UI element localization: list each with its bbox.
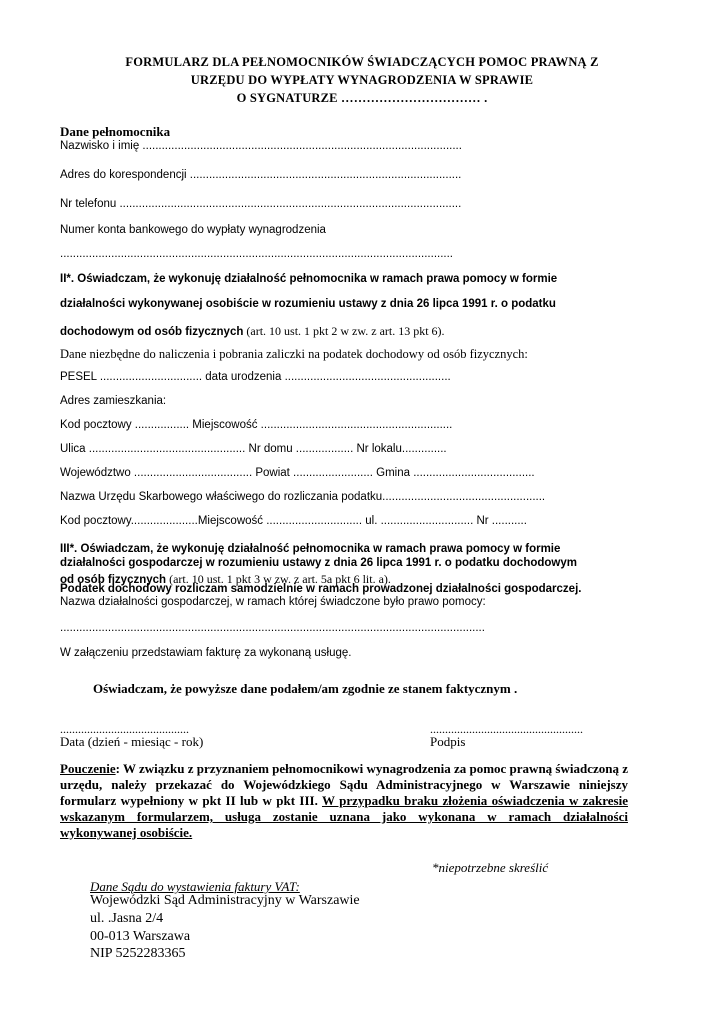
field-wojewodztwo[interactable]: Województwo ..................................... Powiat ......................... Gmina ...................................... xyxy=(60,467,535,479)
field-kod-pocztowy-2[interactable]: Kod pocztowy.....................Miejscowość .............................. ul. ............................. Nr ........... xyxy=(60,515,527,527)
section3-line-1: III*. Oświadczam, że wykonuję działalność pełnomocnika w ramach prawa pomocy w formie xyxy=(60,543,561,555)
section2-line-3-ref: (art. 10 ust. 1 pkt 2 w zw. z art. 13 pkt 6). xyxy=(243,324,445,338)
oswiadczenie-text: Oświadczam, że powyższe dane podałem/am zgodnie ze stanem faktycznym . xyxy=(93,681,518,696)
faktura-line-1: Wojewódzki Sąd Administracyjny w Warszawie xyxy=(90,893,360,908)
section3-line-3-bold: od osób fizycznych xyxy=(60,574,167,586)
field-nazwa-dzialalnosci[interactable]: ..................................................................................................................................... xyxy=(60,622,485,634)
field-pesel[interactable]: PESEL ................................ data urodzenia .................................................... xyxy=(60,371,451,383)
field-telefon[interactable]: Nr telefonu ........................................................................................................... xyxy=(60,198,462,210)
pouczenie-paragraph xyxy=(60,761,628,841)
section2-line-3 xyxy=(60,322,445,340)
section2-zaliczka: Dane niezbędne do naliczenia i pobrania zaliczki na podatek dochodowy od osób fizycznych: xyxy=(60,347,528,361)
signature-label: Podpis xyxy=(430,734,466,749)
pouczenie-text-1: : W związku z przyznaniem pełnomocnikowi wynagrodzenia za pomoc prawną świadczoną z urzędu, należy przekazać do Wojewódzkiego Sądu Administracyjnego w Warszawie niniejszy formularz wypełniony w pkt II lub w pkt III. xyxy=(60,761,629,808)
field-kod-pocztowy[interactable]: Kod pocztowy ................. Miejscowość ............................................................ xyxy=(60,419,453,431)
date-dots[interactable]: ........................................... xyxy=(60,722,189,736)
section2-line-2: działalności wykonywanej osobiście w rozumieniu ustawy z dnia 26 lipca 1991 r. o podatku xyxy=(60,298,556,310)
section3-line-3-ref: (art. 10 ust. 1 pkt 3 w zw. z art. 5a pkt 6 lit. a). xyxy=(166,572,391,586)
form-title-line-3: O SYGNATURZE …………………………… . xyxy=(236,91,488,105)
section2-line-1: II*. Oświadczam, że wykonuję działalność pełnomocnika w ramach prawa pomocy w formie xyxy=(60,273,558,285)
section-heading-dane: Dane pełnomocnika xyxy=(60,124,171,139)
date-label: Data (dzień - miesiąc - rok) xyxy=(60,734,204,749)
footnote: *niepotrzebne skreślić xyxy=(432,860,549,875)
section3-line-5: Nazwa działalności gospodarczej, w ramach której świadczone było prawo pomocy: xyxy=(60,596,486,608)
faktura-line-4: NIP 5252283365 xyxy=(90,946,186,961)
field-konto-line[interactable]: ........................................................................................................................... xyxy=(60,248,453,260)
form-title-line-2: URZĘDU DO WYPŁATY WYNAGRODZENIA W SPRAWIE xyxy=(190,73,534,87)
faktura-line-3: 00-013 Warszawa xyxy=(90,929,191,944)
faktura-heading: Dane Sądu do wystawienia faktury VAT: xyxy=(90,879,300,894)
field-urzad-skarbowy[interactable]: Nazwa Urzędu Skarbowego właściwego do rozliczania podatku................................................... xyxy=(60,491,546,503)
form-title-line-1: FORMULARZ DLA PEŁNOMOCNIKÓW ŚWIADCZĄCYCH POMOC PRAWNĄ Z xyxy=(125,55,599,69)
pouczenie-text-2: W przypadku braku złożenia oświadczenia w zakresie wskazanym formularzem, usługa zostanie uznana jako wykonana w ramach działalności wykonywanej osobiście. xyxy=(60,793,628,840)
field-ulica[interactable]: Ulica ................................................. Nr domu .................. Nr lokalu.............. xyxy=(60,443,447,455)
field-adres[interactable]: Adres do korespondencji ..................................................................................... xyxy=(60,169,462,181)
signature-dots[interactable]: ................................................... xyxy=(430,722,583,736)
field-adres-zam-label: Adres zamieszkania: xyxy=(60,395,167,407)
faktura-line-2: ul. .Jasna 2/4 xyxy=(90,911,164,926)
section3-line-2: działalności gospodarczej w rozumieniu ustawy z dnia 26 lipca 1991 r. o podatku dochodowym xyxy=(60,557,577,569)
zalacznik-text: W załączeniu przedstawiam fakturę za wykonaną usługę. xyxy=(60,647,352,659)
section2-line-3-bold: dochodowym od osób fizycznych xyxy=(60,326,244,338)
section3-line-4: Podatek dochodowy rozliczam samodzielnie w ramach prowadzonej działalności gospodarczej. xyxy=(60,583,582,595)
field-nazwisko[interactable]: Nazwisko i imię .................................................................................................... xyxy=(60,140,462,152)
field-konto-label: Numer konta bankowego do wypłaty wynagrodzenia xyxy=(60,224,326,236)
pouczenie-label: Pouczenie xyxy=(60,761,116,776)
